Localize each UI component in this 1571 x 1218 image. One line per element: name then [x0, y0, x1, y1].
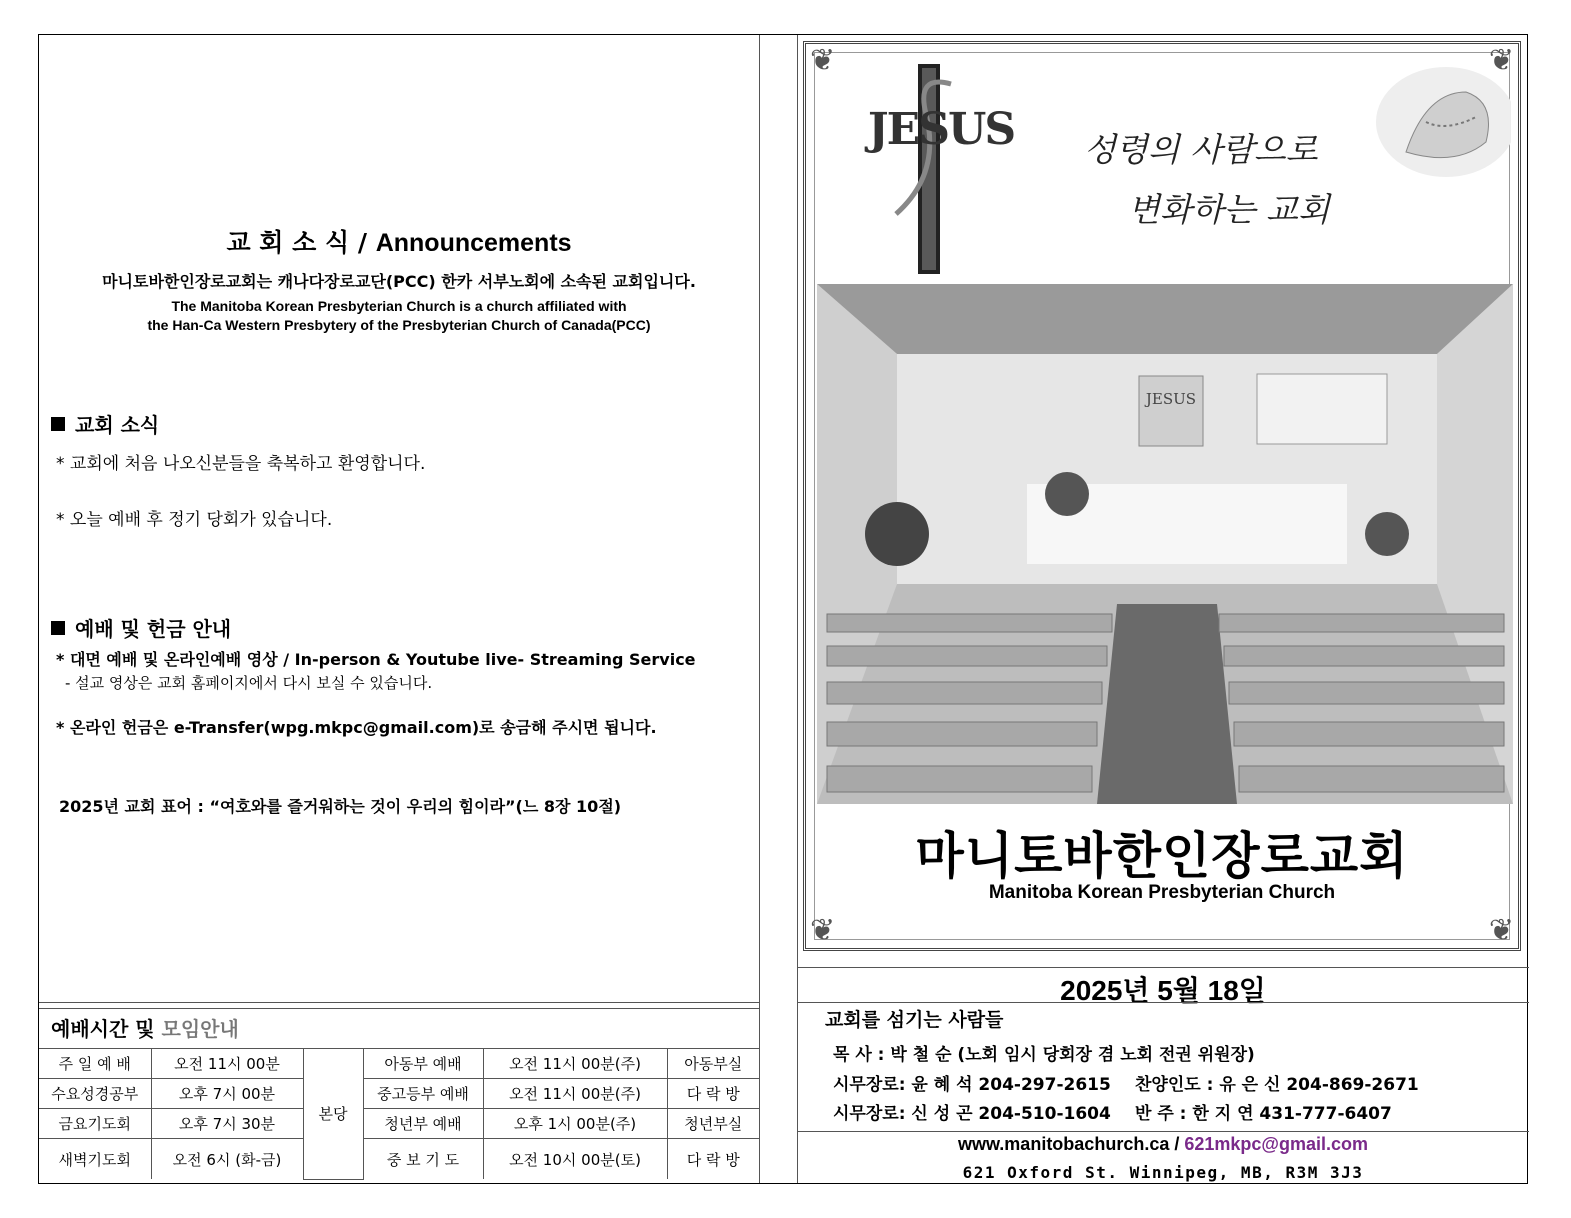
worship-leader-line: 찬양인도 : 유 은 신 204-869-2671 — [1135, 1075, 1419, 1095]
sanctuary-illustration — [817, 284, 1513, 804]
schedule-table — [39, 1048, 759, 1180]
table-cell: 오전 6시 (화-금) — [151, 1139, 303, 1180]
ornament-icon: ❦ — [1488, 43, 1514, 78]
cover — [803, 41, 1521, 951]
sermon-replay-line: - 설교 영상은 교회 홈페이지에서 다시 보실 수 있습니다. — [65, 674, 433, 692]
divider — [797, 1002, 1529, 1003]
divider — [797, 967, 1529, 968]
table-cell: 중고등부 예배 — [363, 1079, 483, 1109]
pastor-line: 목 사 : 박 철 순 (노회 임시 당회장 겸 노회 전권 위원장) — [833, 1045, 1255, 1065]
ornament-icon: ❦ — [810, 913, 836, 948]
affiliation-en-line: The Manitoba Korean Presbyterian Church is a church affiliated with — [171, 298, 627, 314]
table-cell: 중 보 기 도 — [363, 1139, 483, 1180]
location-cell: 본당 — [303, 1049, 363, 1180]
jesus-cross-logo — [856, 64, 1026, 279]
announcements-title — [39, 223, 759, 259]
table-cell: 금요기도회 — [39, 1109, 151, 1139]
divider — [797, 1131, 1529, 1132]
schedule-title-gray: 모임안내 — [161, 1017, 239, 1041]
table-cell: 청년부 예배 — [363, 1109, 483, 1139]
worship-offering-heading — [51, 613, 231, 642]
church-address: 621 Oxford St. Winnipeg, MB, R3M 3J3 — [962, 1163, 1364, 1182]
table-row — [39, 1139, 759, 1180]
website-link[interactable]: www.manitobachurch.ca — [957, 1134, 1170, 1154]
table-cell: 오전 10시 00분(토) — [483, 1139, 667, 1180]
accompanist-line: 반 주 : 한 지 연 431-777-6407 — [1135, 1104, 1392, 1124]
affiliation-ko: 마니토바한인장로교회는 캐나다장로교단(PCC) 한카 서부노회에 소속된 교회입니다. — [102, 272, 696, 291]
church-motto: 2025년 교회 표어 : “여호와를 즐거워하는 것이 우리의 힘이라”(느 8장 10절) — [59, 797, 622, 816]
table-cell: 오후 1시 00분(주) — [483, 1109, 667, 1139]
divider — [39, 1002, 759, 1003]
title-separator: / — [349, 228, 376, 257]
table-cell: 새벽기도회 — [39, 1139, 151, 1180]
table-cell: 오후 7시 30분 — [151, 1109, 303, 1139]
table-cell: 오전 11시 00분 — [151, 1049, 303, 1079]
sanctuary-photo — [817, 284, 1513, 804]
table-cell: 수요성경공부 — [39, 1079, 151, 1109]
affiliation-en-line: the Han-Ca Western Presbytery of the Presbyterian Church of Canada(PCC) — [147, 317, 651, 333]
logo-text: JESUS — [867, 104, 1015, 155]
worship-offering-heading-text: 예배 및 헌금 안내 — [75, 617, 232, 641]
praying-hands-icon — [1366, 62, 1511, 182]
table-cell: 아동부실 — [667, 1049, 759, 1079]
photo-sign-text: JESUS — [1145, 390, 1197, 408]
table-cell: 주 일 예 배 — [39, 1049, 151, 1079]
table-cell: 오전 11시 00분(주) — [483, 1049, 667, 1079]
servants-title: 교회를 섬기는 사람들 — [825, 1009, 1004, 1031]
bulletin-sheet — [38, 34, 1528, 1184]
table-cell: 아동부 예배 — [363, 1049, 483, 1079]
church-name-ko: 마니토바한인장로교회 — [915, 827, 1409, 885]
elder-line: 시무장로: 윤 혜 석 204-297-2615 — [833, 1075, 1111, 1095]
table-row — [39, 1109, 759, 1139]
worship-streaming-line: * 대면 예배 및 온라인예배 영상 / In-person & Youtube live- Streaming Service — [56, 650, 696, 669]
ornament-icon: ❦ — [1488, 913, 1514, 948]
contact-line — [797, 1134, 1529, 1155]
news-item: * 오늘 예배 후 정기 당회가 있습니다. — [56, 510, 333, 530]
page-divider — [797, 35, 798, 1183]
news-item: * 교회에 처음 나오신분들을 축복하고 환영합니다. — [56, 454, 426, 474]
announcements-title-ko: 교 회 소 식 — [226, 228, 350, 257]
table-cell: 청년부실 — [667, 1109, 759, 1139]
slogan-line-2: 변화하는 교회 — [1128, 190, 1330, 229]
contact-separator: / — [1169, 1134, 1185, 1154]
elder-line: 시무장로: 신 성 곤 204-510-1604 — [833, 1104, 1111, 1124]
church-news-heading — [51, 409, 159, 438]
online-offering-line: * 온라인 헌금은 e-Transfer(wpg.mkpc@gmail.com)로 송금해 주시면 됩니다. — [56, 718, 657, 737]
church-news-heading-text: 교회 소식 — [75, 413, 160, 437]
divider — [39, 1008, 759, 1009]
ornament-icon: ❦ — [810, 43, 836, 78]
schedule-title-main: 예배시간 및 — [51, 1017, 162, 1041]
church-name-en: Manitoba Korean Presbyterian Church — [988, 882, 1336, 903]
table-cell: 다 락 방 — [667, 1079, 759, 1109]
table-cell: 다 락 방 — [667, 1139, 759, 1180]
email-link[interactable]: 621mkpc@gmail.com — [1184, 1134, 1369, 1154]
table-cell: 오전 11시 00분(주) — [483, 1079, 667, 1109]
schedule-title — [51, 1013, 239, 1042]
announcements-title-en: Announcements — [375, 229, 572, 257]
table-cell: 오후 7시 00분 — [151, 1079, 303, 1109]
table-row — [39, 1049, 759, 1079]
table-row — [39, 1079, 759, 1109]
slogan-line-1: 성령의 사람으로 — [1084, 130, 1318, 169]
square-bullet-icon — [51, 621, 65, 635]
bulletin-date: 2025년 5월 18일 — [1060, 975, 1266, 1006]
page-divider — [759, 35, 760, 1183]
affiliation-en — [39, 297, 759, 335]
square-bullet-icon — [51, 417, 65, 431]
